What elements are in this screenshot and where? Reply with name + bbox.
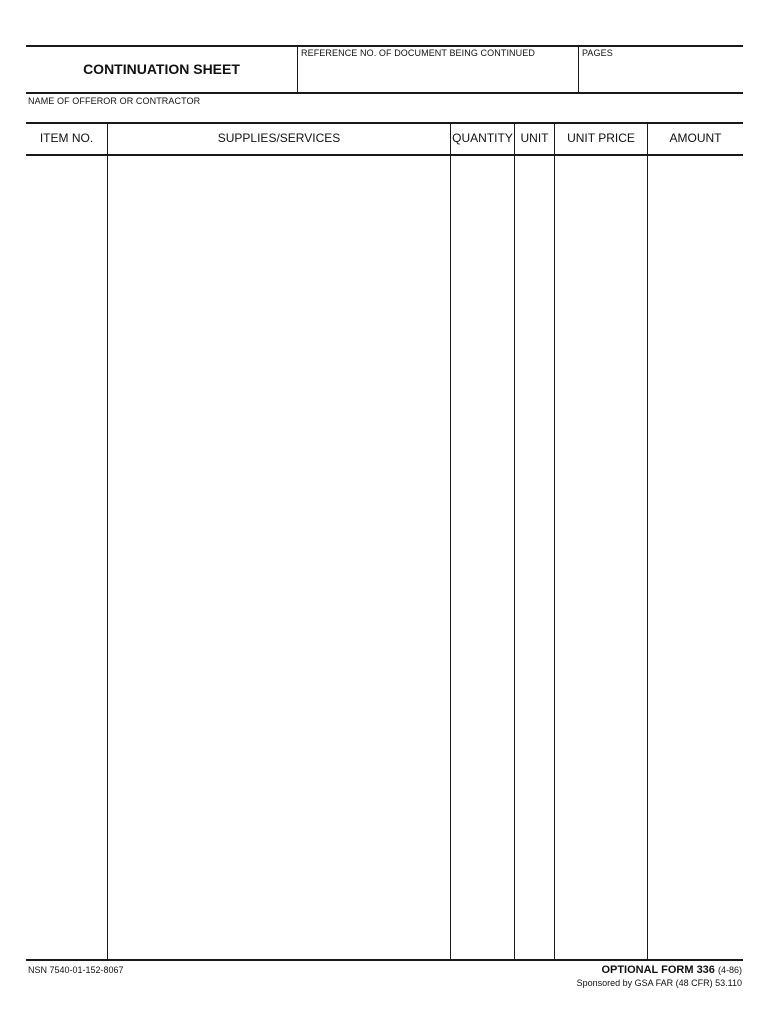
column-header-unit-price: UNIT PRICE [567,131,635,145]
top-border [26,45,743,47]
table-header-divider [26,154,743,156]
pages-divider [578,45,579,93]
form-title: CONTINUATION SHEET [83,61,240,77]
header-divider [26,92,743,94]
column-header-amount: AMOUNT [669,131,722,145]
column-header-quantity: QUANTITY [452,131,513,145]
column-divider-supplies [450,123,451,960]
nsn-number: NSN 7540-01-152-8067 [28,965,124,975]
table-top-border [26,122,743,124]
form-identifier [601,964,742,976]
sponsor-line: Sponsored by GSA FAR (48 CFR) 53.110 [576,978,742,988]
column-header-supplies-services: SUPPLIES/SERVICES [217,131,341,145]
column-divider-unit-price [647,123,648,960]
reference-number-label: REFERENCE NO. OF DOCUMENT BEING CONTINUED [301,48,535,58]
reference-divider [297,45,298,93]
pages-label: PAGES [582,48,613,58]
form-name: OPTIONAL FORM 336 [601,964,715,976]
column-header-unit: UNIT [520,131,549,145]
column-divider-quantity [514,123,515,960]
table-bottom-border [26,959,743,961]
offeror-name-label: NAME OF OFFEROR OR CONTRACTOR [28,96,201,106]
column-divider-unit [554,123,555,960]
column-divider-item [107,123,108,960]
column-header-item-no: ITEM NO. [39,131,94,145]
form-revision: (4-86) [717,965,742,975]
